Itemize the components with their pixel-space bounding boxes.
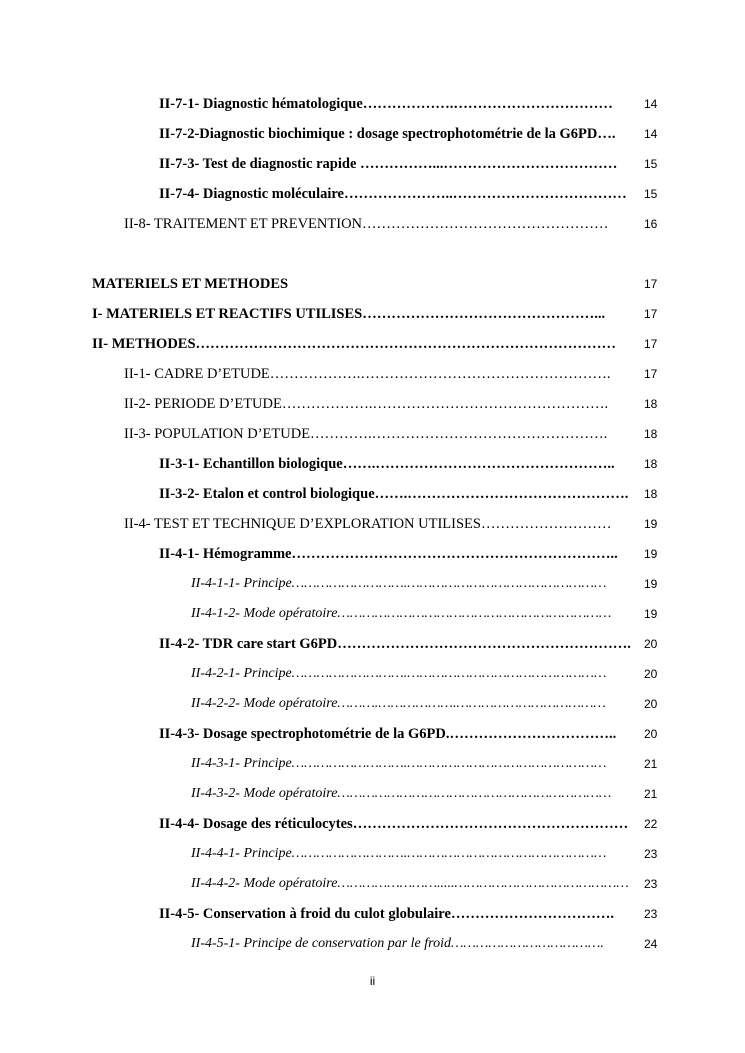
toc-entry xyxy=(159,153,745,175)
toc-entry-page: 19 xyxy=(644,607,658,621)
toc-entry-title: II-3-2- Etalon et control biologique…….………………………………………. xyxy=(159,486,629,502)
toc-entry-title: II-4-2-1- Principe……………………….………………………………………… xyxy=(191,666,607,681)
toc-entry xyxy=(124,363,745,385)
toc-entry-title: II-4- TEST ET TECHNIQUE D’EXPLORATION UTILISES……………………… xyxy=(124,516,612,532)
toc-entry-page: 18 xyxy=(644,427,658,441)
toc-entry-page: 17 xyxy=(644,367,658,381)
toc-entry-page: 20 xyxy=(644,727,658,741)
toc-entry xyxy=(159,93,745,115)
toc-entry-page: 19 xyxy=(644,547,658,561)
toc-entry-title: II-1- CADRE D’ETUDE……………….……………………………………………. xyxy=(124,366,611,382)
toc-entry xyxy=(191,663,745,685)
toc-entry-title: II-4-4-2- Mode opératoire…………………….....…………………………………… xyxy=(191,876,629,891)
toc-entry-title: II-7-4- Diagnostic moléculaire…………………..……………………………… xyxy=(159,186,627,202)
toc-entry xyxy=(159,453,745,475)
toc-entry xyxy=(191,753,745,775)
toc-entry xyxy=(191,783,745,805)
toc-entry-title: II-4-3-2- Mode opératoire………………………………………………………… xyxy=(191,786,612,801)
toc-entry xyxy=(124,423,745,445)
toc-entry-page: 14 xyxy=(644,97,658,111)
toc-entry-page: 20 xyxy=(644,697,658,711)
toc-entry xyxy=(124,393,745,415)
toc-entry-page: 23 xyxy=(644,877,658,891)
toc-entry-page: 21 xyxy=(644,787,658,801)
toc-entry-page: 18 xyxy=(644,487,658,501)
toc-entry-title: II-4-3- Dosage spectrophotométrie de la G6PD.…………………………….. xyxy=(159,726,617,742)
toc-entry xyxy=(92,303,745,325)
toc-entry-title: II-4-2- TDR care start G6PD……………………………………………………. xyxy=(159,636,631,652)
toc-entry-page: 15 xyxy=(644,157,658,171)
toc-entry-page: 17 xyxy=(644,277,658,291)
toc-entry-page: 24 xyxy=(644,937,658,951)
toc-entry-page: 17 xyxy=(644,337,658,351)
page-number-footer: ii xyxy=(369,974,376,988)
toc-entry xyxy=(191,693,745,715)
toc-entry xyxy=(191,603,745,625)
toc-entry-title: II-3-1- Echantillon biologique…….………………………………………….. xyxy=(159,456,615,472)
toc-entry-title: I- MATERIELS ET REACTIFS UTILISES…………………………………………... xyxy=(92,306,606,322)
toc-entry xyxy=(92,273,745,295)
toc-entry-page: 20 xyxy=(644,667,658,681)
toc-entry xyxy=(191,843,745,865)
toc-entry xyxy=(191,573,745,595)
toc-entry xyxy=(159,633,745,655)
toc-entry-title: MATERIELS ET METHODES xyxy=(92,276,289,292)
toc-entry-title: II-7-3- Test de diagnostic rapide ……………...……………………………… xyxy=(159,156,618,172)
toc-entry-title: II-4-4- Dosage des réticulocytes………………………………………………… xyxy=(159,816,629,832)
toc-entry-title: II-4-1- Hémogramme………………………………………………………….. xyxy=(159,546,618,562)
toc-entry-title: II-4-1-2- Mode opératoire………………………………………………………… xyxy=(191,606,612,621)
toc-entry-page: 19 xyxy=(644,577,658,591)
toc-entry-page: 18 xyxy=(644,457,658,471)
toc-entry-title: II-4-2-2- Mode opératoire……….……………….……………………………… xyxy=(191,696,606,711)
toc-entry-title: II-7-1- Diagnostic hématologique……………….…………………………… xyxy=(159,96,613,112)
toc-entry xyxy=(159,723,745,745)
toc-entry xyxy=(159,183,745,205)
toc-entry xyxy=(124,513,745,535)
toc-entry-page: 23 xyxy=(644,907,658,921)
toc-entry-page: 15 xyxy=(644,187,658,201)
toc-entry-title: II- METHODES…………………………………………………………………………… xyxy=(92,336,617,352)
toc-entry-title: II-4-4-1- Principe……………………….………………………………………… xyxy=(191,846,607,861)
toc-entry-title: II-8- TRAITEMENT ET PREVENTION…………………………………………… xyxy=(124,216,609,232)
toc-entry xyxy=(159,123,745,145)
toc-entry-page: 21 xyxy=(644,757,658,771)
toc-entry xyxy=(159,903,745,925)
toc-entry xyxy=(191,873,745,895)
toc-entry-page: 14 xyxy=(644,127,658,141)
toc-entry xyxy=(92,333,745,355)
toc-entry xyxy=(159,483,745,505)
toc-entry-title: II-4-5- Conservation à froid du culot globulaire……………………………. xyxy=(159,906,615,922)
toc-entry-page: 18 xyxy=(644,397,658,411)
toc-entry-page: 17 xyxy=(644,307,658,321)
toc-entry xyxy=(191,933,745,955)
toc-entry-page: 19 xyxy=(644,517,658,531)
toc-entry-page: 22 xyxy=(644,817,658,831)
toc-entry-page: 23 xyxy=(644,847,658,861)
toc-entry xyxy=(124,213,745,235)
toc-entry-title: II-4-1-1- Principe……………………….………………………………………… xyxy=(191,576,607,591)
toc-entry xyxy=(159,543,745,565)
toc-entry-page: 16 xyxy=(644,217,658,231)
toc-entry-title: II-2- PERIODE D’ETUDE……………….…………………………………………. xyxy=(124,396,609,412)
toc-entry-title: II-4-3-1- Principe……………………….………………………………………… xyxy=(191,756,607,771)
toc-entry-title: II-7-2-Diagnostic biochimique : dosage spectrophotométrie de la G6PD…. xyxy=(159,126,616,142)
toc-entry-title: II-3- POPULATION D’ETUDE………….…………………………………………. xyxy=(124,426,608,442)
toc-entry xyxy=(159,813,745,835)
toc-entry-page: 20 xyxy=(644,637,658,651)
toc-entry-title: II-4-5-1- Principe de conservation par le froid………………………………. xyxy=(191,936,604,951)
